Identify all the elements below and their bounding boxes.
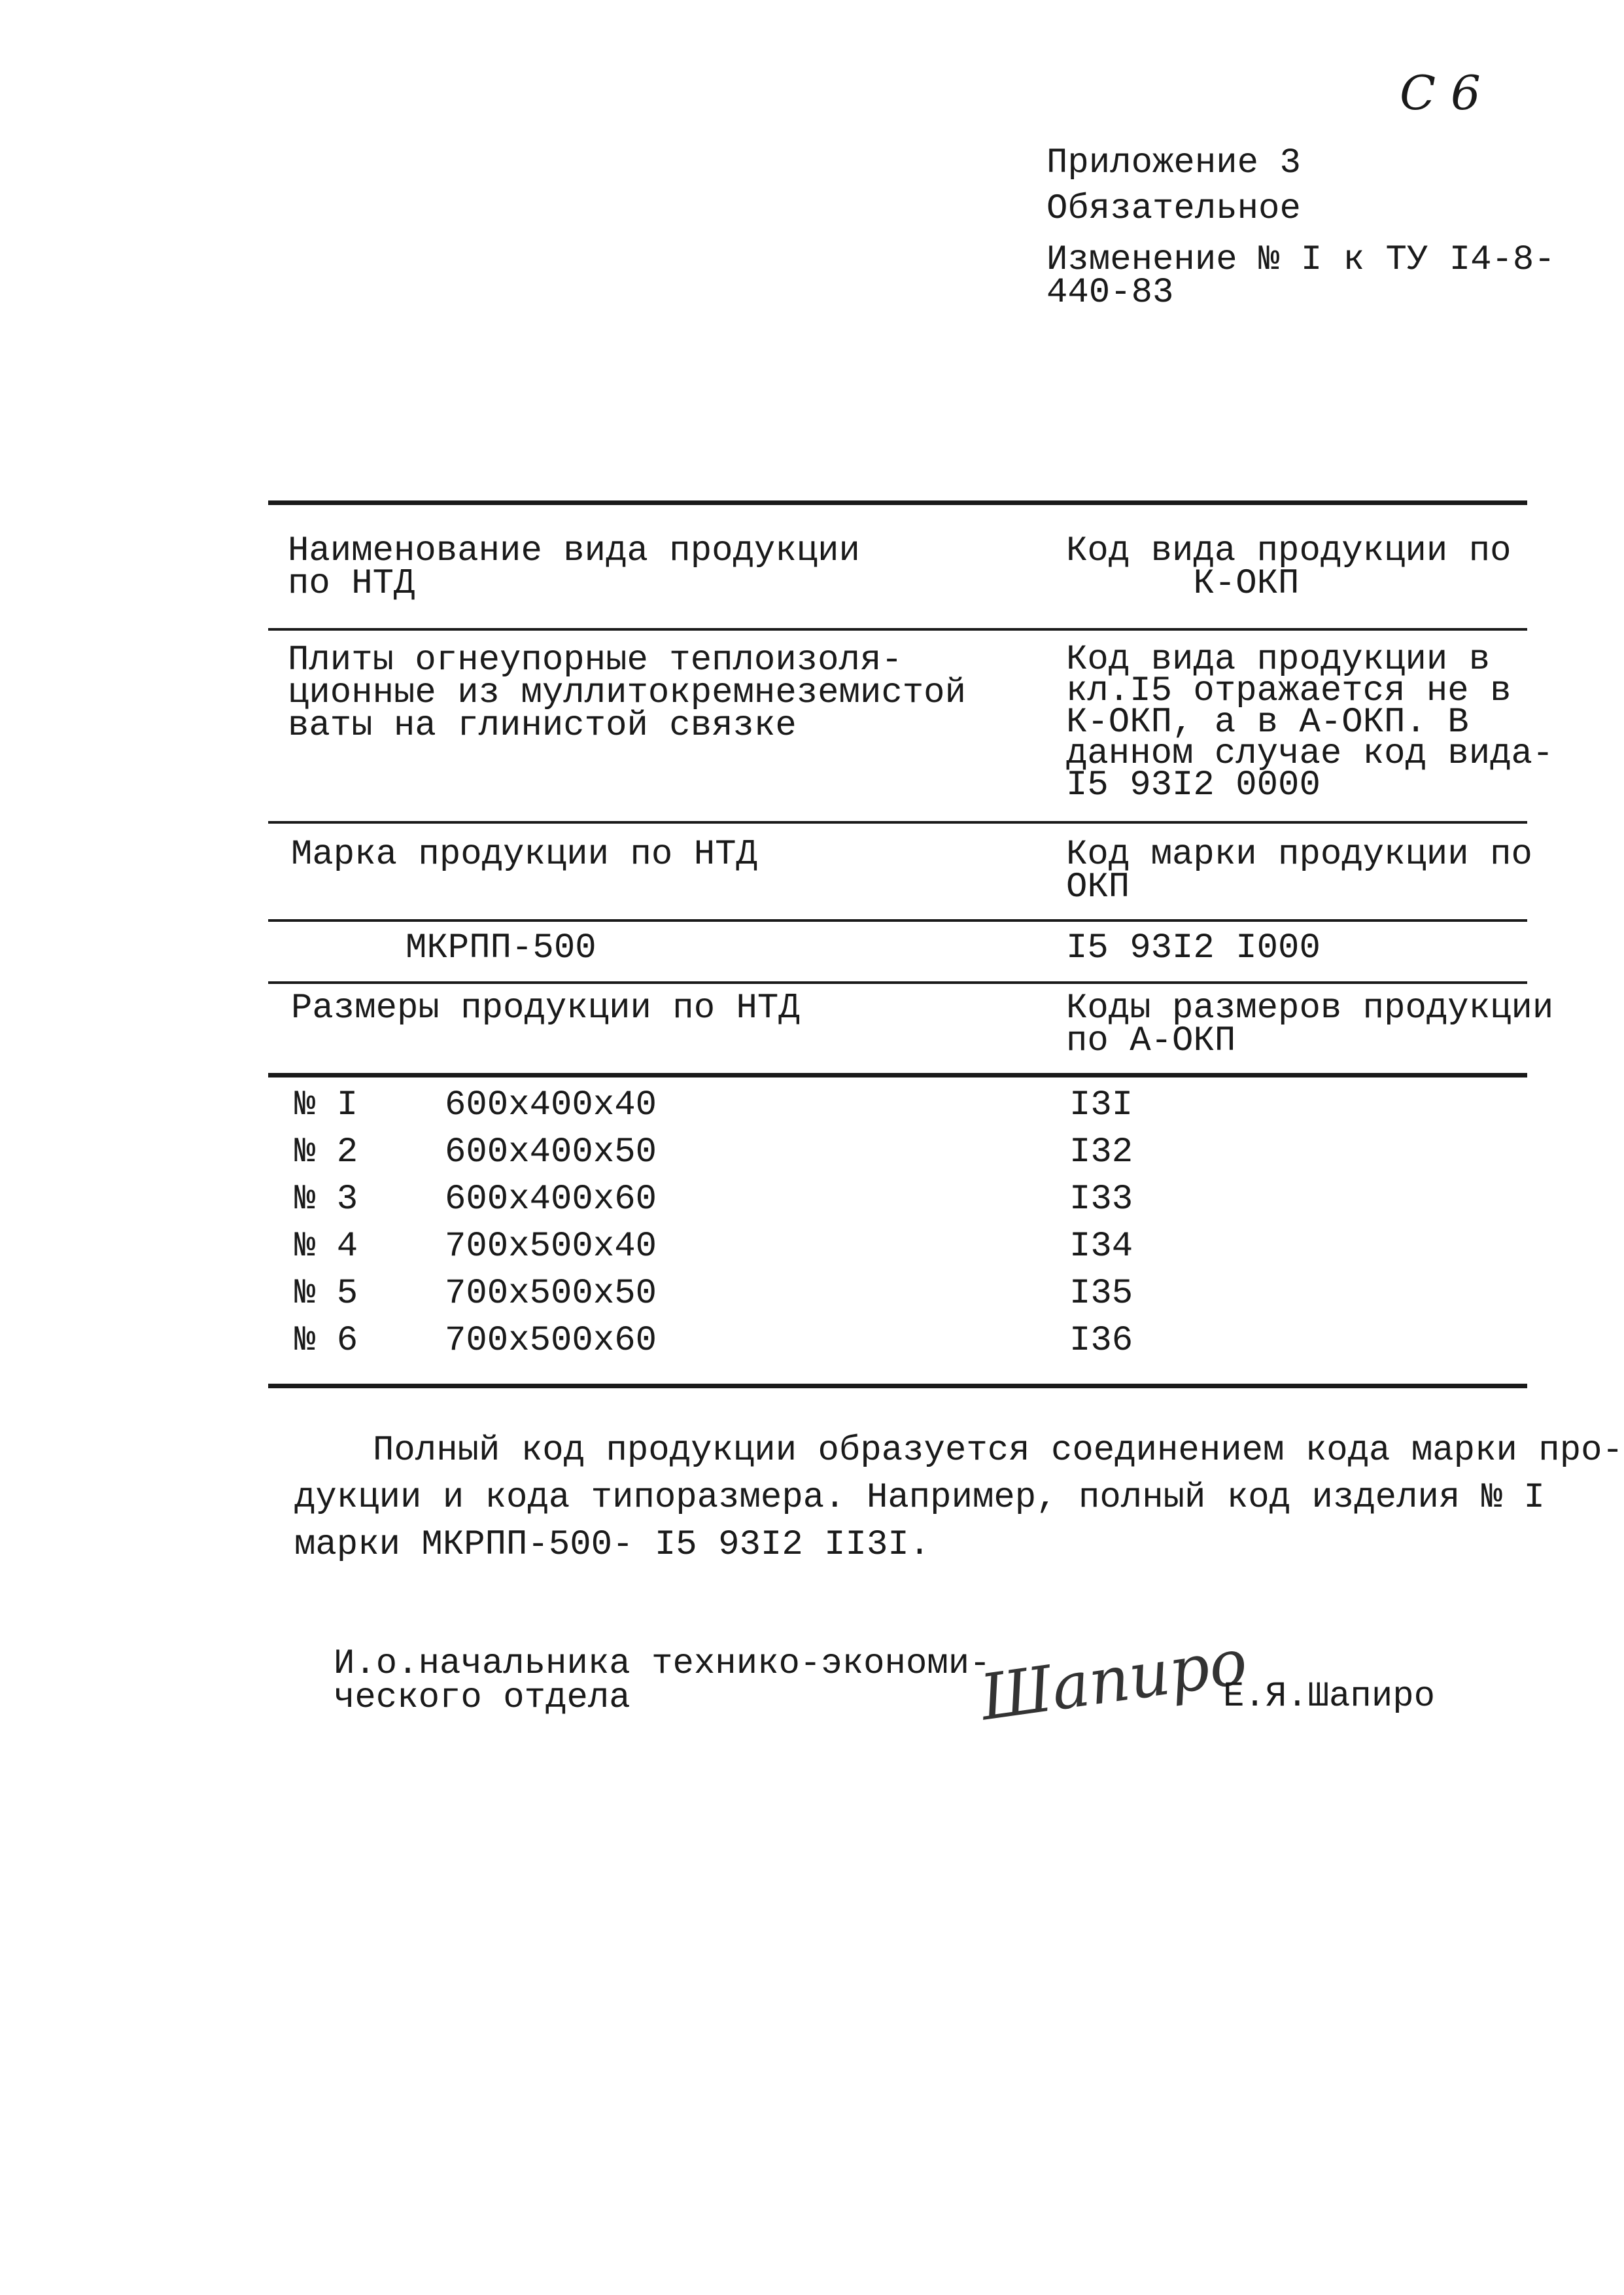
size-number: № 3 [294, 1180, 358, 1219]
size-code: I32 [1069, 1132, 1133, 1172]
note-line: дукции и кода типоразмера. Например, полный код изделия № I [294, 1478, 1545, 1518]
note-line: Полный код продукции образуется соединением кода марки про- [373, 1431, 1623, 1471]
page-number: С 6 [1400, 65, 1481, 120]
product-type-code-label: Код вида продукции по К-ОКП [1066, 531, 1512, 604]
size-number: № 4 [294, 1227, 358, 1267]
size-code: I35 [1069, 1274, 1133, 1314]
appendix-status: Обязательное [1046, 189, 1301, 229]
size-value: 700x500x50 [445, 1274, 657, 1314]
signatory-position: И.о.начальника технико-экономи- ческого отдела [334, 1644, 991, 1718]
table-rule-1 [268, 628, 1527, 631]
handwritten-signature: Шапиро [976, 1624, 1252, 1735]
table-rule-4 [268, 981, 1527, 984]
brand-code-label: Код марки продукции по ОКП [1066, 835, 1532, 907]
table-top-rule [268, 500, 1527, 505]
size-value: 700x500x60 [445, 1321, 657, 1361]
size-code: I36 [1069, 1321, 1133, 1361]
product-type-code: Код вида продукции в кл.I5 отражается не в К-ОКП, а в А-ОКП. В данном случае код вида- I5 93I2 0000 [1066, 640, 1554, 805]
signatory-name: Е.Я.Шапиро [1223, 1677, 1436, 1717]
brand-label: Марка продукции по НТД [291, 835, 757, 875]
table-rule-3 [268, 919, 1527, 922]
change-reference: Изменение № I к ТУ I4-8- [1046, 240, 1555, 280]
size-number: № 6 [294, 1321, 358, 1361]
size-value: 600x400x60 [445, 1180, 657, 1219]
table-rule-2 [268, 821, 1527, 824]
table-rule-5 [268, 1073, 1527, 1077]
size-code: I3I [1069, 1085, 1133, 1125]
size-value: 700x500x40 [445, 1227, 657, 1267]
size-value: 600x400x40 [445, 1085, 657, 1125]
sizes-label: Размеры продукции по НТД [291, 989, 800, 1028]
product-type-name: Плиты огнеупорные теплоизоля- ционные из муллитокремнеземистой ваты на глинистой связке [288, 640, 966, 746]
size-code: I33 [1069, 1180, 1133, 1219]
appendix-title: Приложение 3 [1046, 143, 1301, 183]
size-number: № I [294, 1085, 358, 1125]
size-value: 600x400x50 [445, 1132, 657, 1172]
note-line: марки МКРПП-500- I5 93I2 II3I. [294, 1525, 931, 1565]
brand-code: I5 93I2 I000 [1066, 928, 1321, 968]
table-bottom-rule [268, 1384, 1527, 1388]
change-reference-cont: 440-83 [1046, 273, 1174, 313]
sizes-code-label: Коды размеров продукции по А-ОКП [1066, 989, 1554, 1061]
product-type-label: Наименование вида продукции по НТД [288, 531, 860, 604]
size-number: № 5 [294, 1274, 358, 1314]
size-code: I34 [1069, 1227, 1133, 1267]
brand-name: МКРПП-500 [406, 928, 596, 968]
size-number: № 2 [294, 1132, 358, 1172]
